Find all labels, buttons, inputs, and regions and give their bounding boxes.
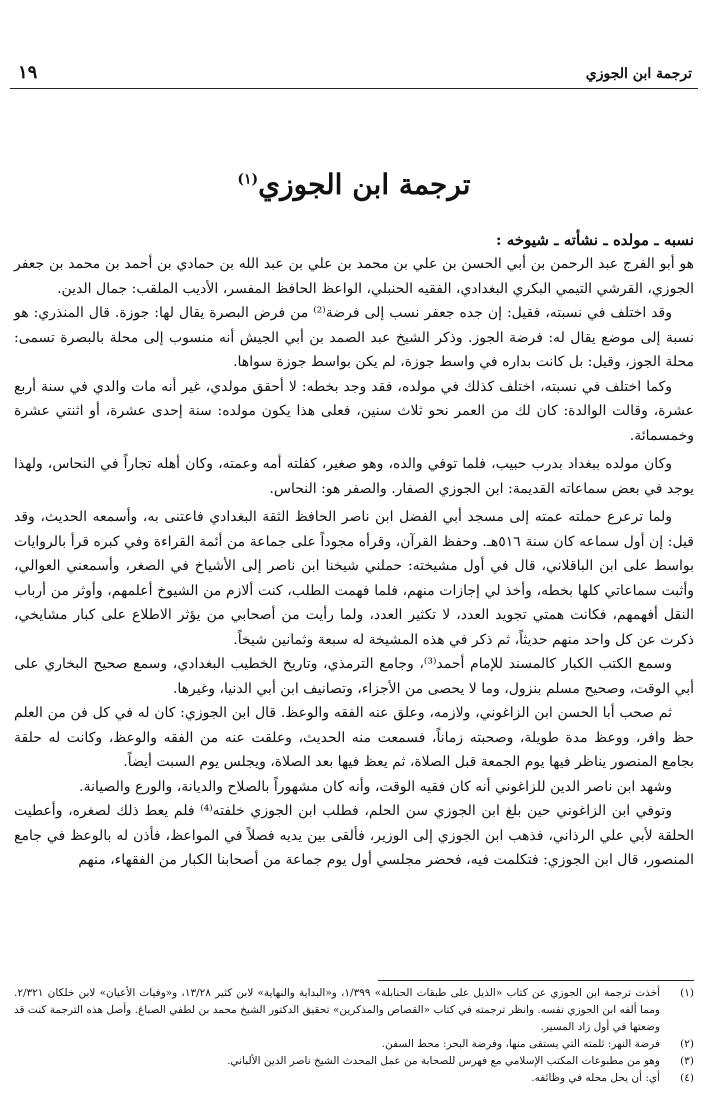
footnote-item (14, 1070, 694, 1087)
running-header-title: ترجمة ابن الجوزي (585, 66, 692, 82)
footnote-item (14, 985, 694, 1036)
body-text (14, 228, 694, 873)
page-number: ١٩ (18, 62, 38, 83)
paragraph-birth-year: وكما اختلف في نسبته، اختلف كذلك في مولده، فقد وجد بخطه: لا أحقق مولدي، غير أنه مات والدي في سنة أربع عشرة، وقالت الوالدة: كان لك من العمر نحو ثلاث سنين، فعلى هذا يكون مولده: سنة إحدى عشرة، أو اثنتي عشرة وخمسمائة. (14, 378, 694, 444)
paragraph-nisba: وقد اختلف في نسبته، فقيل: إن جده جعفر نسب إلى فرضة⁽²⁾ من فرض البصرة يقال لها: جوزة. قال المنذري: هو نسبة إلى موضع يقال له: فرضة الجوز. وذكر الشيخ عبد الصمد بن أبي الجيش أنه منسوب إلى محلة بالبصرة تسمى: محلة الجوز، وقيل: بل كانت بداره في واسط جوزة، لم يكن بواسط جوزة سواها. (14, 305, 694, 370)
paragraph-ibn-nasir-testimony: وشهد ابن ناصر الدين للزاغوني أنه كان فقيه الوقت، وأنه كان مشهوراً بالصلاح والديانة، والورع والصيانة. (79, 778, 672, 795)
paragraph-birthplace: وكان مولده ببغداد بدرب حبيب، فلما توفي والده، وهو صغير، كفلته أمه وعمته، وكان أهله تجاراً في النحاس، ولهذا يوجد في بعض سماعاته القديمة: ابن الجوزي الصفار. والصفر هو: النحاس. (14, 456, 694, 497)
footnote-text: فرضة النهر: ثلمته التي يستقى منها، وفرضة البحر: محط السفن. (381, 1038, 660, 1050)
running-header (10, 58, 698, 89)
footnote-number: (٢) (680, 1038, 694, 1050)
footnote-number: (٣) (680, 1055, 694, 1067)
footnote-divider (378, 980, 694, 981)
footnote-item (14, 1053, 694, 1070)
footnote-item (14, 1036, 694, 1053)
section-heading: نسبه ـ مولده ـ نشأته ـ شيوخه : (496, 231, 694, 249)
chapter-footnote-mark: (١) (237, 171, 259, 188)
paragraph-succession: وتوفي ابن الزاغوني حين بلغ ابن الجوزي سن الحلم، فطلب ابن الجوزي خلفته⁽⁴⁾ فلم يعط ذلك لصغره، وأعطيت الحلقة لأبي علي الرذاني، فذهب ابن الجوزي إلى الوزير، فألقى بين يديه فصلاً في المواعظ، فأذن له بالوعظ في جامع المنصور، قال ابن الجوزي: فتكلمت فيه، فحضر مجلسي أول يوم جماعة من أصحابنا الكبار من الفقهاء، منهم (14, 803, 694, 868)
footnote-text: أخذت ترجمة ابن الجوزي عن كتاب «الذيل على طبقات الحنابلة» ١/٣٩٩، و«البداية والنهاية» لابن كثير ١٣/٢٨، و«وفيات الأعيان» لابن خلكان ٢/٣٢١. ومما ألفه ابن الجوزي نفسه. وانظر ترجمته في كتاب «القصاص والمذكرين» تحقيق الدكتور الشيخ محمد بن لطفي الصباغ. وأصل هذه الترجمة كنت قد وضعتها في أول زاد المسير. (14, 987, 660, 1033)
paragraph-education: ولما ترعرع حملته عمته إلى مسجد أبي الفضل ابن ناصر الحافظ الثقة البغدادي فاعتنى به، وأسمعه الحديث، وقد قيل: إن أول سماعه كان سنة ٥١٦هـ. وحفظ القرآن، وقرأه مجوداً على جماعة من أئمة القراءة وفي كبره قرأ بالروايات بواسط على ابن الباقلاني، قال في أول مشيخته: حملني شيخنا ابن ناصر إلى الأشياخ في الصغر، وأسمعني العوالي، وأثبت سماعاتي كلها بخطه، وأخذ لي إجازات منهم، فلما فهمت الطلب، كنت ألازم من الشيوخ أعلمهم، وأوثر من أرباب النقل أفهمهم، فكانت همتي تجويد العدد، لا تكثير العدد، ولما رأيت من أصحابي من يؤثر الاطلاع على كبار مشايخي، ذكرت عن كل واحد منهم حديثاً، ثم ذكر في هذه المشيخة له سبعة وثمانين شيخاً. (14, 509, 694, 648)
paragraph-lineage: هو أبو الفرج عبد الرحمن بن أبي الحسن بن علي بن محمد بن علي بن عبد الله بن حمادي بن أحمد بن محمد بن جعفر الجوزي، القرشي التيمي البكري البغدادي، الفقيه الحنبلي، الواعظ الحافظ المفسر، الأديب الملقب: جمال الدين. (14, 256, 694, 297)
chapter-title (0, 168, 708, 201)
footnotes (14, 985, 694, 1087)
footnote-text: وهو من مطبوعات المكتب الإسلامي مع فهرس للصحابة من عمل المحدث الشيخ ناصر الدين الألباني. (227, 1055, 660, 1067)
footnote-number: (٤) (680, 1072, 694, 1084)
paragraph-zaghuni: ثم صحب أبا الحسن ابن الزاغوني، ولازمه، وعلق عنه الفقه والوعظ. قال ابن الجوزي: كان له في كل فن من العلم حظ وافر، ووعظ مدة طويلة، وصحبته زماناً، فسمعت منه الحديث، وعلقت عنه من الفقه والوعظ، وكانت له حلقة بجامع المنصور يناظر فيها يوم الجمعة قبل الصلاة، ثم يعظ فيها بعد الصلاة، ويجلس يوم السبت أيضاً. (14, 705, 694, 770)
footnote-number: (١) (680, 987, 694, 999)
chapter-title-text: ترجمة ابن الجوزي (258, 168, 471, 201)
footnote-text: أي: أن يحل محله في وظائفه. (531, 1072, 660, 1084)
paragraph-books-heard: وسمع الكتب الكبار كالمسند للإمام أحمد⁽³⁾، وجامع الترمذي، وتاريخ الخطيب البغدادي، وسمع صحيح البخاري على أبي الوقت، وصحيح مسلم بنزول، وما لا يحصى من الأجزاء، وتصانيف ابن أبي الدنيا، وغيرها. (14, 656, 694, 697)
